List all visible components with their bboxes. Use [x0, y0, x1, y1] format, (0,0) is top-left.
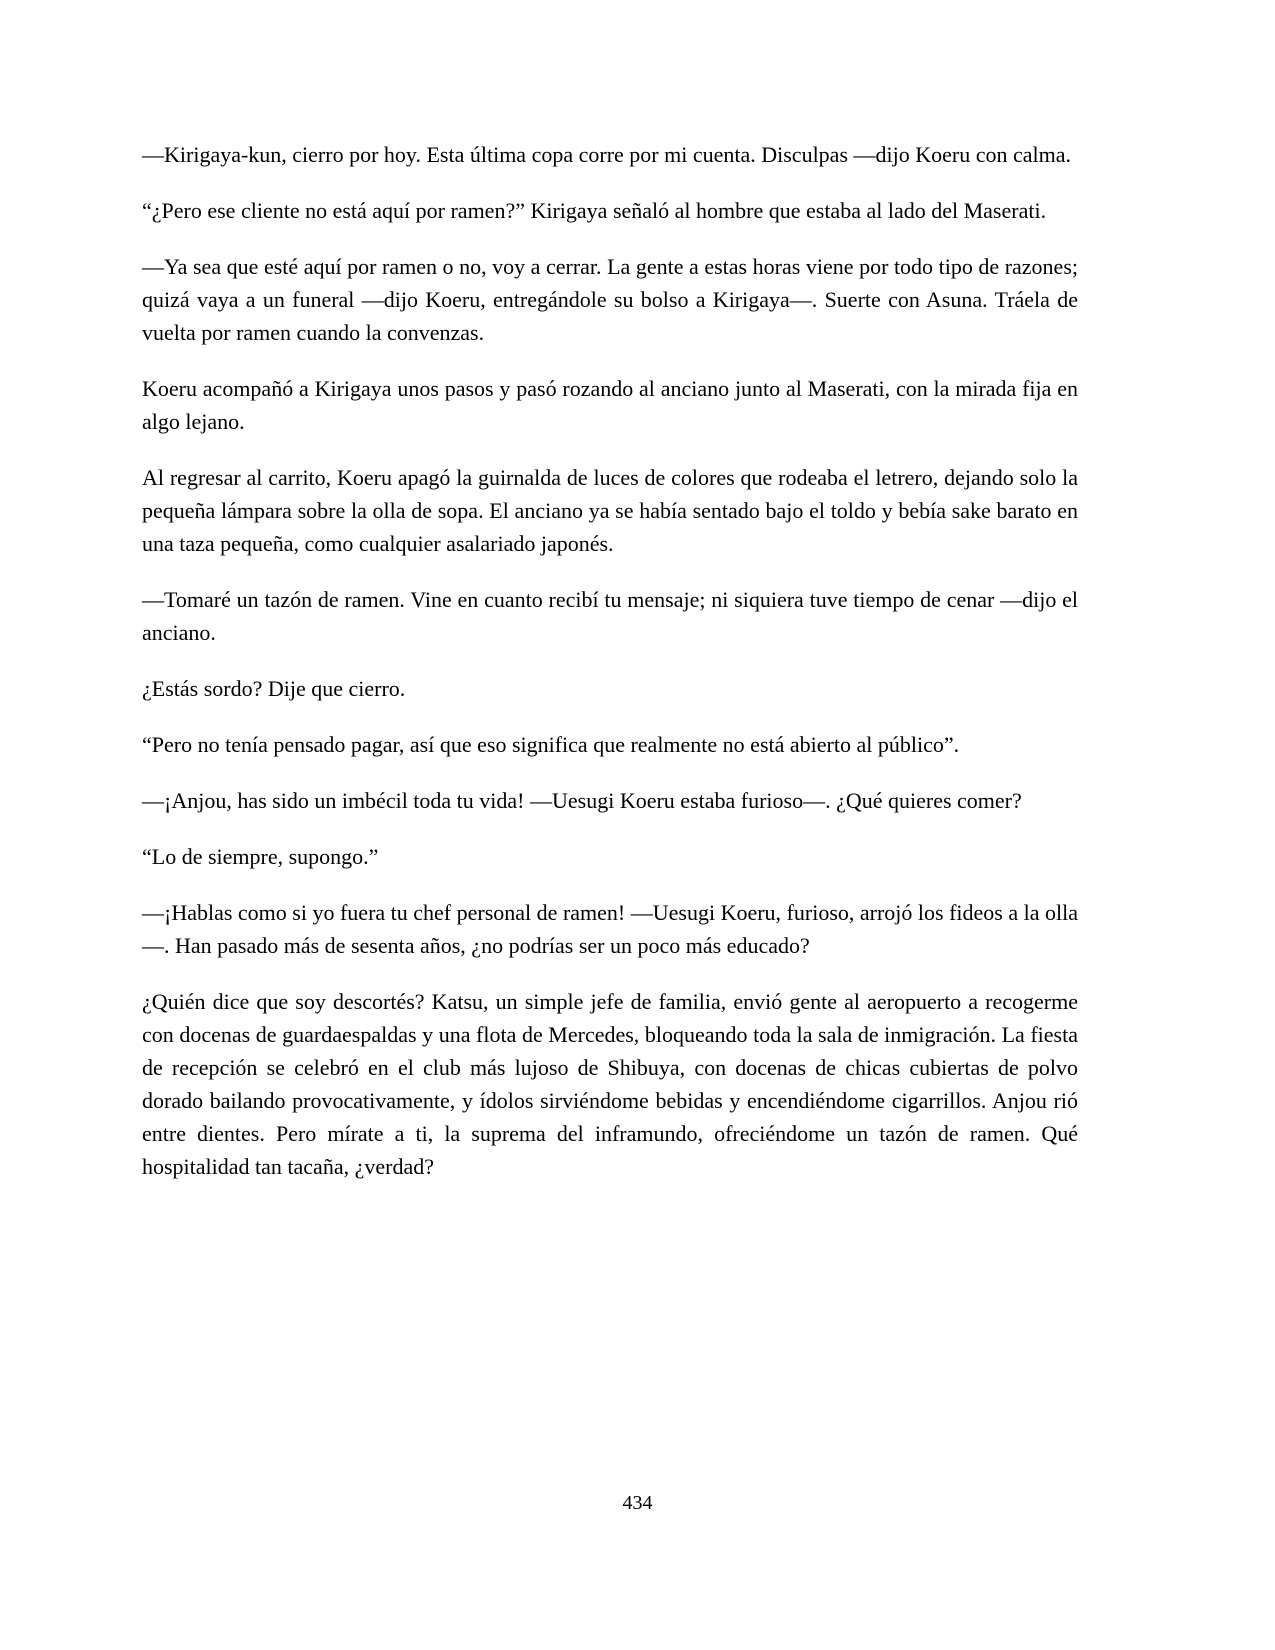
- paragraph: —¡Hablas como si yo fuera tu chef personal de ramen! —Uesugi Koeru, furioso, arrojó los fideos a la olla—. Han pasado más de sesenta años, ¿no podrías ser un poco más educado?: [142, 900, 1078, 958]
- paragraph: “Pero no tenía pensado pagar, así que eso significa que realmente no está abierto al público”.: [142, 732, 960, 757]
- paragraph: ¿Estás sordo? Dije que cierro.: [142, 676, 406, 701]
- text-block: [142, 138, 1078, 1206]
- paragraph: ¿Quién dice que soy descortés? Katsu, un simple jefe de familia, envió gente al aeropuerto a recogerme con docenas de guardaespaldas y una flota de Mercedes, bloqueando toda la sala de inmigración. La fiesta de recepción se celebró en el club más lujoso de Shibuya, con docenas de chicas cubiertas de polvo dorado bailando provocativamente, y ídolos sirviéndome bebidas y encendiéndome cigarrillos. Anjou rió entre dientes. Pero mírate a ti, la suprema del inframundo, ofreciéndome un tazón de ramen. Qué hospitalidad tan tacaña, ¿verdad?: [142, 989, 1078, 1179]
- paragraph: —¡Anjou, has sido un imbécil toda tu vida! —Uesugi Koeru estaba furioso—. ¿Qué quieres comer?: [142, 788, 1022, 813]
- paragraph: Koeru acompañó a Kirigaya unos pasos y pasó rozando al anciano junto al Maserati, con la mirada fija en algo lejano.: [142, 376, 1078, 434]
- paragraph: Al regresar al carrito, Koeru apagó la guirnalda de luces de colores que rodeaba el letrero, dejando solo la pequeña lámpara sobre la olla de sopa. El anciano ya se había sentado bajo el toldo y bebía sake barato en una taza pequeña, como cualquier asalariado japonés.: [142, 465, 1078, 556]
- paragraph: “Lo de siempre, supongo.”: [142, 844, 379, 869]
- paragraph: —Tomaré un tazón de ramen. Vine en cuanto recibí tu mensaje; ni siquiera tuve tiempo de cenar —dijo el anciano.: [142, 587, 1078, 645]
- paragraph: —Kirigaya-kun, cierro por hoy. Esta última copa corre por mi cuenta. Disculpas —dijo Koeru con calma.: [142, 142, 1071, 167]
- paragraph: —Ya sea que esté aquí por ramen o no, voy a cerrar. La gente a estas horas viene por todo tipo de razones; quizá vaya a un funeral —dijo Koeru, entregándole su bolso a Kirigaya—. Suerte con Asuna. Tráela de vuelta por ramen cuando la convenzas.: [142, 254, 1078, 345]
- paragraph: “¿Pero ese cliente no está aquí por ramen?” Kirigaya señaló al hombre que estaba al lado del Maserati.: [142, 198, 1047, 223]
- page-number: 434: [622, 1492, 653, 1514]
